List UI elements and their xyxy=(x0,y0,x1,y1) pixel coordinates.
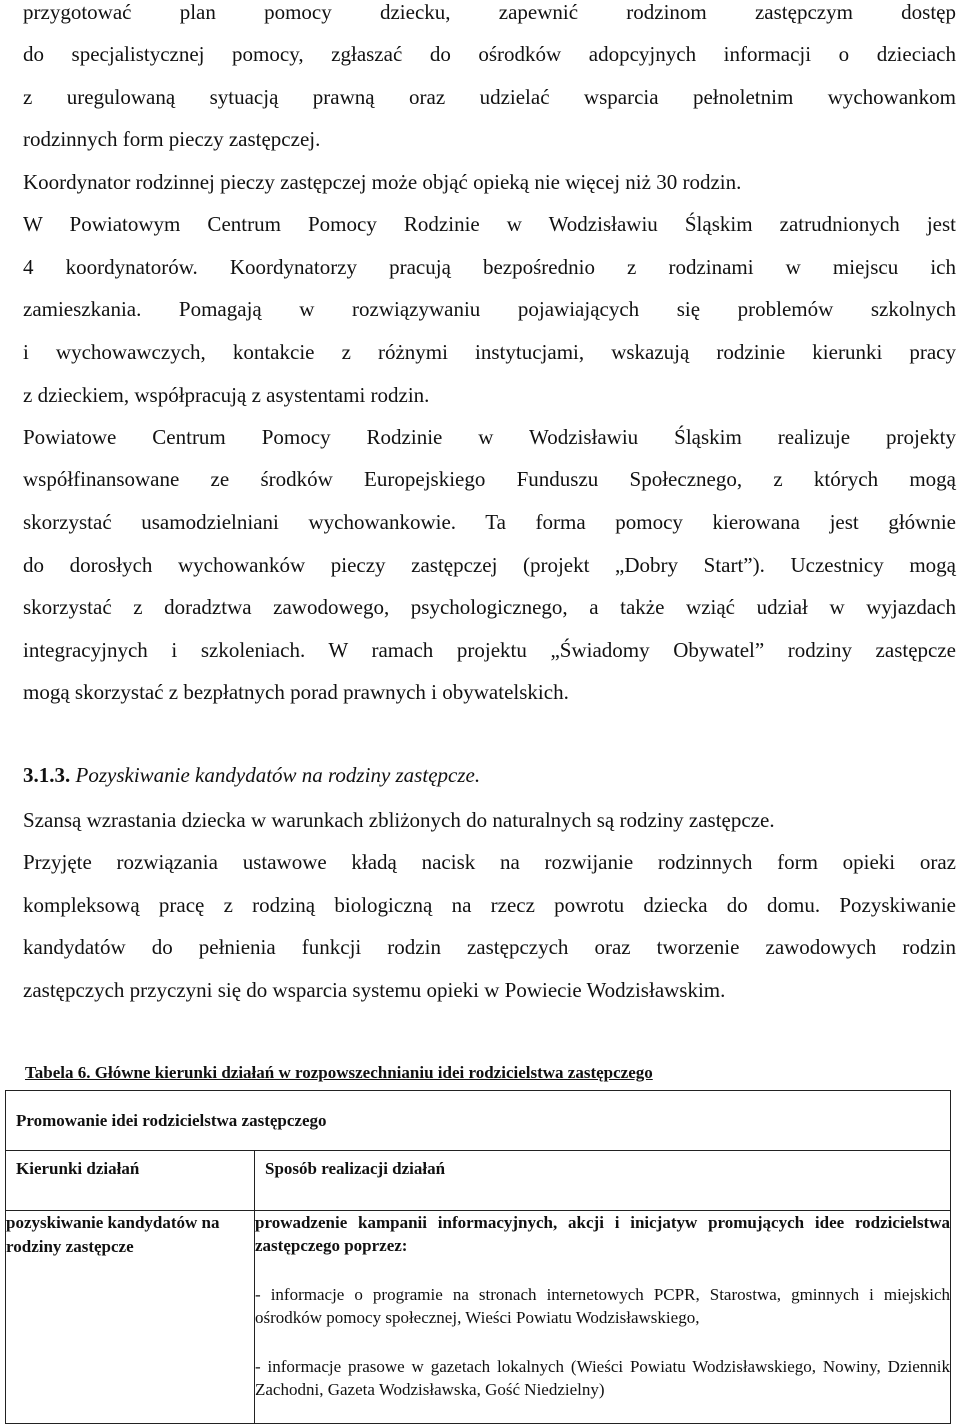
table-header-text: Promowanie idei rodzicielstwa zastępczego xyxy=(16,1111,327,1130)
section-title: Pozyskiwanie kandydatów na rodziny zastępcze. xyxy=(75,763,481,787)
actions-table xyxy=(5,1090,951,1424)
table-caption: Tabela 6. Główne kierunki działań w rozpowszechnianiu idei rodzicielstwa zastępczego xyxy=(25,1063,653,1082)
paragraph-line: Przyjęte rozwiązania ustawowe kładą nacisk na rozwijanie rodzinnych form opieki oraz xyxy=(23,850,956,874)
table-row xyxy=(6,1211,951,1424)
paragraph-line: skorzystać z doradztwa zawodowego, psychologicznego, a także wziąć udział w wyjazdach xyxy=(23,595,956,619)
paragraph-line: z dzieckiem, współpracują z asystentami rodzin. xyxy=(23,383,430,407)
paragraph-line: przygotować plan pomocy dziecku, zapewnić rodzinom zastępczym dostęp xyxy=(23,0,956,24)
column-header-directions-text: Kierunki działań xyxy=(16,1159,140,1178)
paragraph-line: Powiatowe Centrum Pomocy Rodzinie w Wodzisławiu Śląskim realizuje projekty xyxy=(23,425,956,449)
paragraph-line: 4 koordynatorów. Koordynatorzy pracują bezpośrednio z rodzinami w miejscu ich xyxy=(23,255,956,279)
table-column-header-row xyxy=(6,1151,951,1211)
method-title: prowadzenie kampanii informacyjnych, akcji i inicjatyw promujących idee rodzicielstwa zastępczego poprzez: xyxy=(255,1213,950,1255)
paragraph-line: i wychowawczych, kontakcie z różnymi instytucjami, wskazują rodzinie kierunki pracy xyxy=(23,340,956,364)
method-cell xyxy=(255,1211,951,1424)
column-header-methods xyxy=(255,1151,951,1211)
direction-text: pozyskiwanie kandydatów na rodziny zastępcze xyxy=(6,1213,220,1256)
paragraph-line: mogą skorzystać z bezpłatnych porad prawnych i obywatelskich. xyxy=(23,680,569,704)
paragraph-line: integracyjnych i szkoleniach. W ramach projektu „Świadomy Obywatel” rodziny zastępcze xyxy=(23,638,956,662)
paragraph-line: Szansą wzrastania dziecka w warunkach zbliżonych do naturalnych są rodziny zastępcze. xyxy=(23,808,775,832)
table-header-row xyxy=(6,1091,951,1151)
paragraph-line: z uregulowaną sytuacją prawną oraz udzielać wsparcia pełnoletnim wychowankom xyxy=(23,85,956,109)
paragraph-line: kandydatów do pełnienia funkcji rodzin zastępczych oraz tworzenie zawodowych rodzin xyxy=(23,935,956,959)
method-item: - informacje prasowe w gazetach lokalnych (Wieści Powiatu Wodzisławskiego, Nowiny, Dziennik Zachodni, Gazeta Wodzisławska, Gość Niedzielny) xyxy=(255,1357,950,1399)
paragraph-line: W Powiatowym Centrum Pomocy Rodzinie w Wodzisławiu Śląskim zatrudnionych jest xyxy=(23,212,956,236)
paragraph-line: skorzystać usamodzielniani wychowankowie. Ta forma pomocy kierowana jest głównie xyxy=(23,510,956,534)
column-header-directions xyxy=(6,1151,255,1211)
paragraph-line: Koordynator rodzinnej pieczy zastępczej może objąć opieką nie więcej niż 30 rodzin. xyxy=(23,170,742,194)
paragraph-line: rodzinnych form pieczy zastępczej. xyxy=(23,127,321,151)
paragraph-line: zastępczych przyczyni się do wsparcia systemu opieki w Powiecie Wodzisławskim. xyxy=(23,978,726,1002)
method-item: - informacje o programie na stronach internetowych PCPR, Starostwa, gminnych i miejskich ośrodków pomocy społecznej, Wieści Powiatu Wodzisławskiego, xyxy=(255,1285,950,1327)
column-header-methods-text: Sposób realizacji działań xyxy=(265,1159,446,1178)
paragraph-line: do specjalistycznej pomocy, zgłaszać do ośrodków adopcyjnych informacji o dzieciach xyxy=(23,42,956,66)
paragraph-line: współfinansowane ze środków Europejskiego Funduszu Społecznego, z których mogą xyxy=(23,467,956,491)
paragraph-line: do dorosłych wychowanków pieczy zastępczej (projekt „Dobry Start”). Uczestnicy mogą xyxy=(23,553,956,577)
section-heading xyxy=(23,763,480,787)
direction-cell xyxy=(6,1211,255,1424)
paragraph-line: kompleksową pracę z rodziną biologiczną na rzecz powrotu dziecka do domu. Pozyskiwanie xyxy=(23,893,956,917)
table-header xyxy=(6,1091,951,1151)
section-number: 3.1.3. xyxy=(23,763,71,787)
paragraph-line: zamieszkania. Pomagają w rozwiązywaniu pojawiających się problemów szkolnych xyxy=(23,297,956,321)
